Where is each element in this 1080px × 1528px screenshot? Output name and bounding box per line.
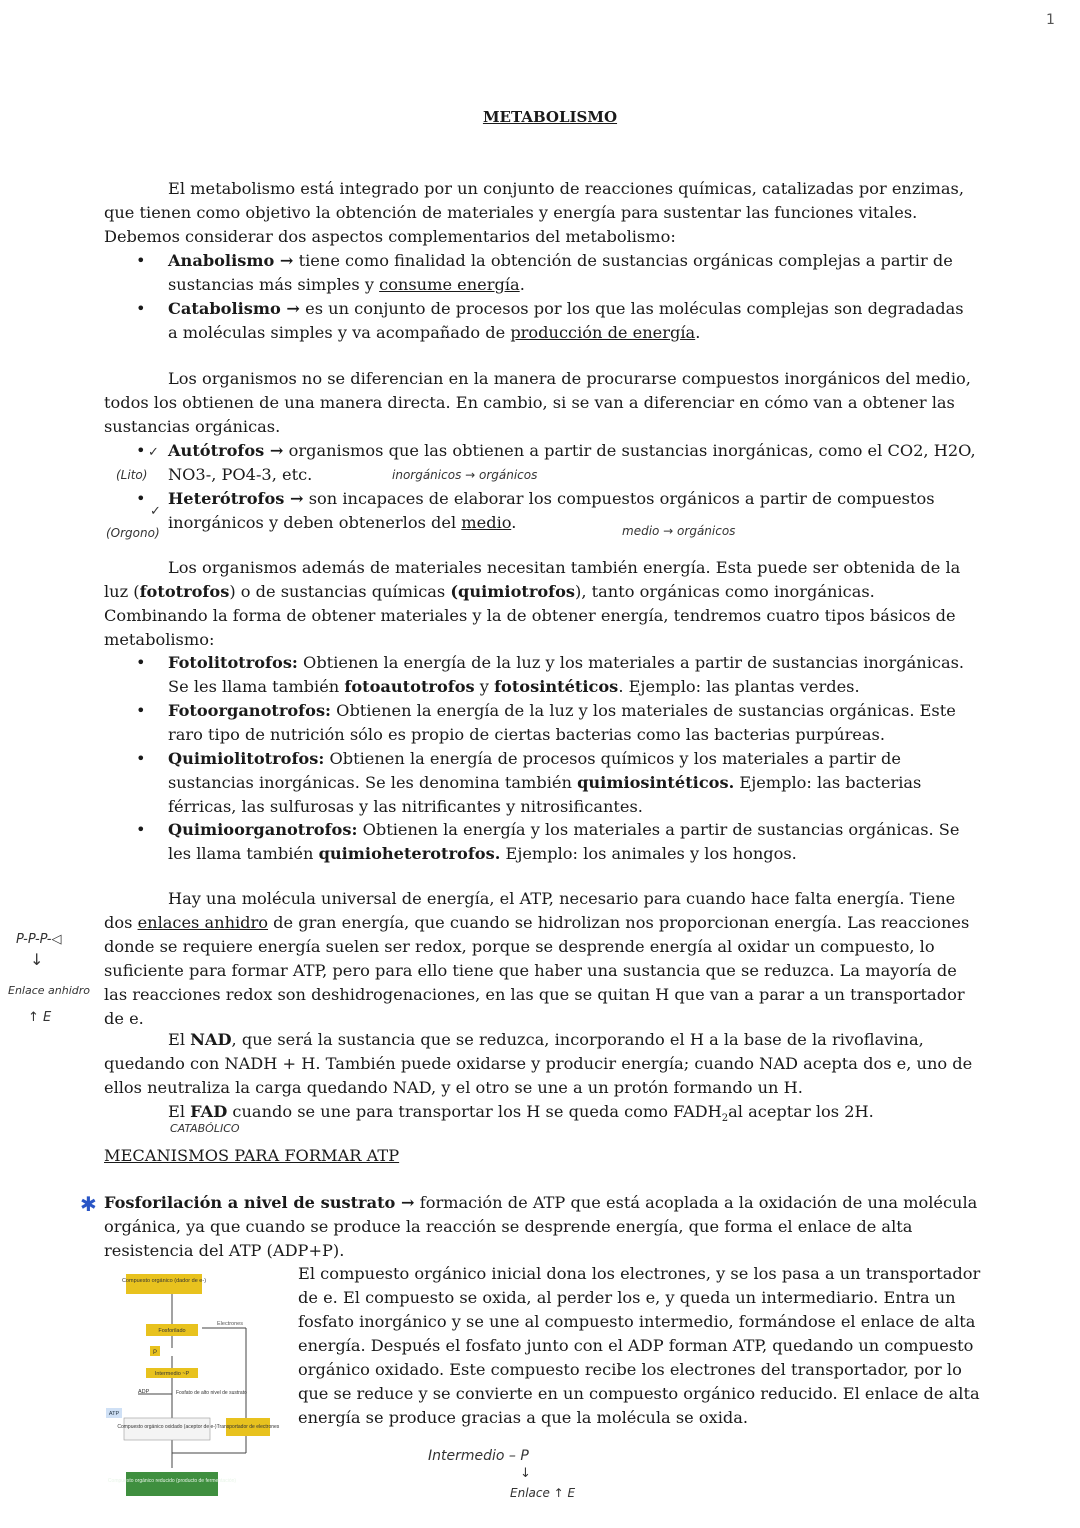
anabolismo-underlined: consume energía	[379, 275, 520, 294]
tipo-text: Se les llama también	[168, 677, 345, 696]
bullet-icon: •	[136, 820, 146, 839]
atp-paragraph	[104, 887, 994, 1031]
tipo-text: sustancias inorgánicas. Se les denomina también	[168, 773, 578, 792]
text-line: donde se requiere energía suelen ser redox, porque se desprende energía al oxidar un compuesto, lo	[104, 937, 935, 956]
text: luz (	[104, 582, 140, 601]
text: de gran energía, que cuando se hidrolizan nos proporcionan energía. Las reacciones	[268, 913, 970, 932]
enlaces-anhidro-underlined: enlaces anhidro	[137, 913, 269, 932]
star-icon: ✱	[80, 1192, 97, 1216]
note-lito: (Lito)	[116, 468, 148, 482]
tipo-text: Ejemplo: las bacterias	[734, 773, 922, 792]
autotrofos-text: organismos que las obtienen a partir de sustancias inorgánicas, como el CO2, H2O,	[283, 441, 976, 460]
text: cuando se une para transportar los H se queda como FADH	[227, 1102, 722, 1121]
heterotrofos-item	[168, 487, 994, 535]
tipo-text: y	[474, 677, 495, 696]
tipo-term: Quimioorganotrofos:	[168, 820, 358, 839]
oxidado-label: Compuesto orgánico oxidado (aceptor de e-)	[117, 1424, 217, 1430]
intro-line: El metabolismo está integrado por un conjunto de reacciones químicas, catalizadas por enzimas,	[168, 179, 965, 198]
compuesto-dador-label: Compuesto orgánico (dador de e-)	[121, 1278, 207, 1284]
tipo-text: Obtienen la energía y los materiales a partir de sustancias orgánicas. Se	[357, 820, 960, 839]
note-arrow-e: ↑ E	[28, 1010, 52, 1025]
energia-paragraph	[104, 556, 994, 652]
page-title: METABOLISMO	[482, 108, 618, 126]
tipo-text: Ejemplo: los animales y los hongos.	[500, 844, 797, 863]
fototrofos-term: fototrofos	[139, 582, 230, 601]
catabolismo-text: a moléculas simples y va acompañado de	[168, 323, 511, 342]
heterotrofos-text: inorgánicos y deben obtenerlos del	[168, 513, 462, 532]
atp-label: ATP	[108, 1411, 120, 1417]
heterotrofos-text: son incapaces de elaborar los compuestos orgánicos a partir de compuestos	[303, 489, 935, 508]
bullet-icon: •	[136, 299, 146, 318]
text-line: ellos neutraliza la carga quedando NAD, y el otro se une a un protón formando un H.	[104, 1078, 803, 1097]
text: , que será la sustancia que se reduzca, incorporando el H a la base de la rivoflavina,	[231, 1030, 924, 1049]
bullet-icon: •	[136, 441, 146, 460]
bullet-icon: •	[136, 251, 146, 270]
tipo-item	[168, 651, 994, 699]
tipo-bold: fotoautotrofos	[344, 677, 475, 696]
punct: .	[511, 513, 517, 532]
catabolismo-term: Catabolismo →	[168, 299, 300, 318]
tipo-text: . Ejemplo: las plantas verdes.	[618, 677, 860, 696]
fosforilacion-paragraph	[104, 1191, 994, 1263]
bullet-icon: •	[136, 653, 146, 672]
text: El	[168, 1030, 191, 1049]
mecanismos-heading: MECANISMOS PARA FORMAR ATP	[104, 1146, 400, 1165]
text: El	[168, 1102, 191, 1121]
punct: .	[695, 323, 701, 342]
text-line: fosfato inorgánico y se une al compuesto intermedio, formándose el enlace de alta	[298, 1312, 976, 1331]
check-mark-icon: ✓	[148, 445, 159, 460]
text: formación de ATP que está acoplada a la oxidación de una molécula	[414, 1193, 978, 1212]
tipo-text: Obtienen la energía de procesos químicos y los materiales a partir de	[324, 749, 901, 768]
catabolismo-item	[168, 297, 994, 345]
autotrofos-item	[168, 439, 994, 487]
check-mark-icon: ✓	[150, 504, 161, 519]
fosforilacion-diagram	[106, 1268, 296, 1508]
subscript: 2	[721, 1113, 729, 1125]
page-number: 1	[1046, 12, 1055, 28]
text: al aceptar los 2H.	[728, 1102, 874, 1121]
note-intermedio: Intermedio – P	[428, 1448, 529, 1464]
tipo-bold: quimioheterotrofos.	[318, 844, 501, 863]
text-line: metabolismo:	[104, 630, 215, 649]
nad-paragraph	[104, 1028, 994, 1131]
anabolismo-text: sustancias más simples y	[168, 275, 380, 294]
note-enlace-e: Enlace ↑ E	[510, 1486, 576, 1500]
intro-line: que tienen como objetivo la obtención de materiales y energía para sustentar las funciones vitales.	[104, 203, 918, 222]
electrones-label: Electrones	[217, 1321, 243, 1327]
note-inorganicos-organicos: inorgánicos → orgánicos	[392, 468, 538, 482]
fosforilacion-term: Fosforilación a nivel de sustrato →	[104, 1193, 415, 1212]
text-line: quedando con NADH + H. También puede oxidarse y producir energía; cuando NAD acepta dos e, uno de	[104, 1054, 973, 1073]
note-down-arrow-icon: ↓	[520, 1466, 531, 1481]
text-line: suficiente para formar ATP, pero para ello tiene que haber una sustancia que se reduzca. La mayoría de	[104, 961, 957, 980]
text-line	[104, 911, 994, 935]
tipo-term: Fotolitotrofos:	[168, 653, 298, 672]
text-line	[104, 580, 994, 604]
note-ppp: P-P-P-◁	[16, 932, 62, 947]
tipo-bold: quimiosintéticos.	[577, 773, 735, 792]
autotrofos-term: Autótrofos →	[168, 441, 284, 460]
note-enlace-anhidro: Enlace anhidro	[8, 984, 91, 997]
tipo-text: Obtienen la energía de la luz y los materiales de sustancias orgánicas. Este	[331, 701, 956, 720]
text-line: las reacciones redox son deshidrogenaciones, en las que se quitan H que van a parar a un transportador	[104, 985, 965, 1004]
tipo-item	[168, 747, 994, 819]
organismos-paragraph	[104, 367, 994, 439]
text-line: Los organismos no se diferencian en la manera de procurarse compuestos inorgánicos del medio,	[168, 369, 971, 388]
fosfato-label: Fosfato de alto nivel de sustrato	[176, 1390, 247, 1396]
note-medio-organicos: medio → orgánicos	[622, 524, 736, 538]
tipo-term: Quimiolitotrofos:	[168, 749, 325, 768]
text-line: energía. Después el fosfato junto con el ADP forman ATP, quedando un compuesto	[298, 1336, 974, 1355]
heterotrofos-underlined: medio	[461, 513, 512, 532]
tipo-item	[168, 818, 994, 866]
intro-line: Debemos considerar dos aspectos complementarios del metabolismo:	[104, 227, 676, 246]
text-line: sustancias orgánicas.	[104, 417, 281, 436]
text: dos	[104, 913, 138, 932]
catabolismo-underlined: producción de energía	[510, 323, 696, 342]
adp-label: ADP	[138, 1389, 150, 1395]
anabolismo-item	[168, 249, 994, 297]
nad-term: NAD	[190, 1030, 232, 1049]
text-line: Hay una molécula universal de energía, el ATP, necesario para cuando hace falta energía. Tiene	[168, 889, 956, 908]
fosforilado-label: Fosforilado	[158, 1328, 186, 1334]
quimiotrofos-term: (quimiotrofos	[450, 582, 576, 601]
text-line: orgánica, ya que cuando se produce la reacción se desprende energía, que forma el enlace de alta	[104, 1217, 913, 1236]
tipo-item	[168, 699, 994, 747]
text: ), tanto orgánicas como inorgánicas.	[575, 582, 875, 601]
text-line: que se reduce y se convierte en un compuesto orgánico reducido. El enlace de alta	[298, 1384, 980, 1403]
intro-paragraph	[104, 177, 994, 249]
p-label: P	[152, 1350, 158, 1356]
punct: .	[519, 275, 525, 294]
tipo-text: Obtienen la energía de la luz y los materiales a partir de sustancias inorgánicas.	[297, 653, 965, 672]
fosforilacion-explanation	[298, 1262, 998, 1430]
reducido-box	[126, 1472, 218, 1496]
bullet-icon: •	[136, 749, 146, 768]
text-line: Combinando la forma de obtener materiales y la de obtener energía, tendremos cuatro tipos básicos de	[104, 606, 956, 625]
tipo-text: les llama también	[168, 844, 319, 863]
text: ) o de sustancias químicas	[229, 582, 451, 601]
note-catabolico: CATABÓLICO	[170, 1122, 240, 1135]
tipo-text: férricas, las sulfurosas y las nitrificantes y nitrosificantes.	[168, 797, 643, 816]
intermedio-label: Intermedio ~P	[154, 1371, 190, 1377]
text-line	[104, 1028, 994, 1052]
compuesto-dador-box	[126, 1274, 202, 1294]
text-line: todos los obtienen de una manera directa. En cambio, si se van a diferenciar en cómo van a obtener las	[104, 393, 955, 412]
catabolismo-text: es un conjunto de procesos por los que las moléculas complejas son degradadas	[300, 299, 964, 318]
text-line: orgánico oxidado. Este compuesto recibe los electrones del transportador, por lo	[298, 1360, 962, 1379]
text-line: resistencia del ATP (ADP+P).	[104, 1241, 345, 1260]
text-line: El compuesto orgánico inicial dona los electrones, y se los pasa a un transportador	[298, 1264, 981, 1283]
anabolismo-term: Anabolismo →	[168, 251, 294, 270]
section-heading	[104, 1144, 399, 1168]
tipo-term: Fotoorganotrofos:	[168, 701, 332, 720]
reducido-label: Compuesto orgánico reducido (producto de fermentación)	[107, 1478, 237, 1484]
note-down-arrow-icon: ↓	[30, 950, 44, 969]
fad-term: FAD	[190, 1102, 228, 1121]
text-line: Los organismos además de materiales necesitan también energía. Esta puede ser obtenida de la	[168, 558, 961, 577]
autotrofos-text: NO3-, PO4-3, etc.	[168, 465, 313, 484]
anabolismo-text: tiene como finalidad la obtención de sustancias orgánicas complejas a partir de	[293, 251, 953, 270]
text-line: de e. El compuesto se oxida, al perder los e, y queda un intermediario. Entra un	[298, 1288, 956, 1307]
tipo-text: raro tipo de nutrición sólo es propio de ciertas bacterias como las bacterias purpúreas.	[168, 725, 885, 744]
transportador-label: Transportador de electrones	[216, 1424, 280, 1430]
text-line: energía se produce gracias a que la molécula se oxida.	[298, 1408, 749, 1427]
text-line: de e.	[104, 1009, 144, 1028]
bullet-icon: •	[136, 701, 146, 720]
tipo-bold: fotosintéticos	[494, 677, 619, 696]
heterotrofos-term: Heterótrofos →	[168, 489, 304, 508]
note-orgono: (Orgono)	[106, 526, 160, 540]
bullet-icon: •	[136, 489, 146, 508]
